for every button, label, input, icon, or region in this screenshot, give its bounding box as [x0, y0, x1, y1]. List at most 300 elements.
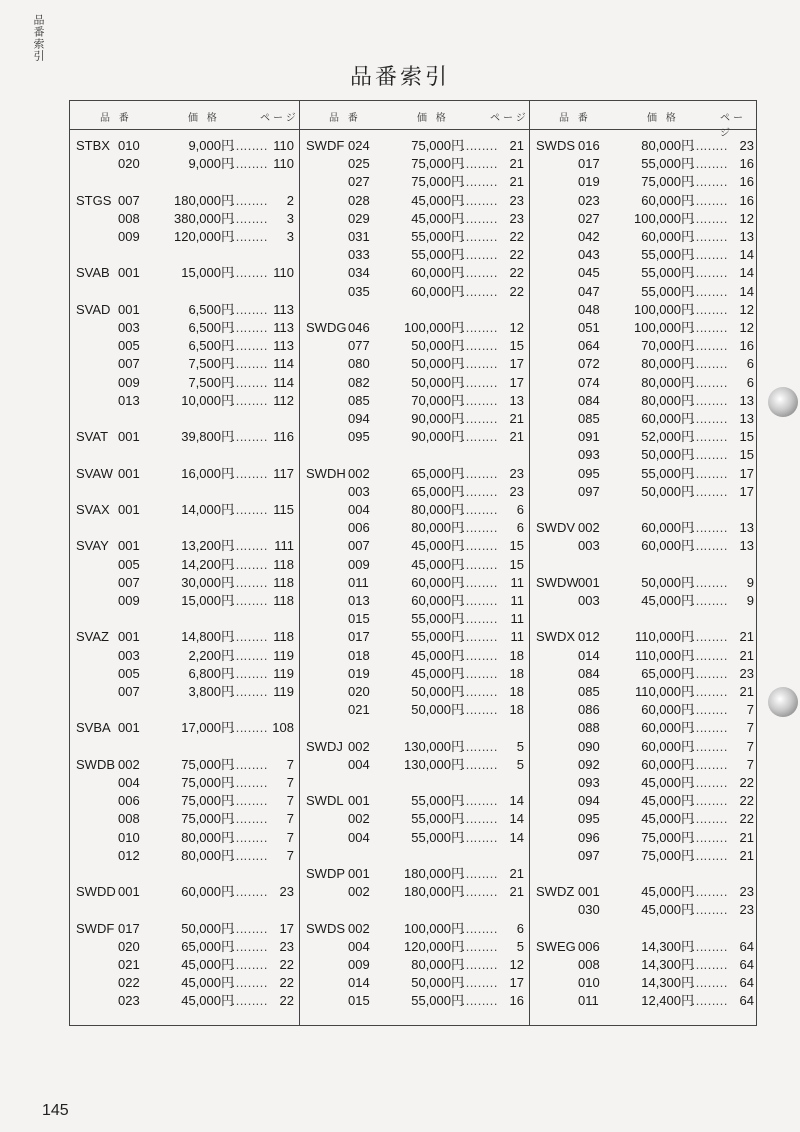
price: 50,000円 — [641, 447, 694, 463]
leader-dots: ……… — [691, 465, 727, 481]
page-ref: 16 — [739, 156, 754, 172]
price: 7,500円 — [188, 356, 234, 372]
price: 130,000円 — [404, 756, 464, 772]
page-ref: 17 — [739, 483, 754, 499]
price: 45,000円 — [411, 556, 464, 572]
index-entry — [70, 920, 296, 938]
price: 6,500円 — [188, 301, 234, 317]
page-ref: 118 — [273, 556, 294, 572]
item-code: 014 — [578, 647, 600, 663]
page-ref: 13 — [739, 229, 754, 244]
leader-dots: ……… — [231, 920, 267, 936]
price: 13,200円 — [181, 538, 234, 554]
item-code: 043 — [578, 247, 600, 263]
leader-dots: ……… — [691, 156, 727, 172]
page-ref: 21 — [509, 138, 524, 153]
index-entry — [530, 519, 756, 537]
item-code: 094 — [348, 411, 370, 426]
price: 75,000円 — [411, 156, 464, 172]
price: 60,000円 — [181, 884, 234, 900]
item-code: 095 — [578, 811, 600, 827]
index-entry — [300, 392, 526, 410]
page-ref: 6 — [746, 374, 754, 390]
index-entry — [70, 719, 296, 737]
item-code: 009 — [118, 374, 140, 390]
price: 60,000円 — [411, 265, 464, 281]
leader-dots: ……… — [691, 702, 727, 718]
item-code: 010 — [578, 975, 600, 991]
index-entry — [70, 574, 296, 592]
page-ref: 113 — [273, 320, 294, 335]
item-code: 023 — [118, 993, 140, 1009]
index-entry — [530, 592, 756, 610]
item-code: 001 — [348, 866, 370, 881]
leader-dots: ……… — [691, 811, 727, 827]
index-entry — [530, 883, 756, 901]
header-price: 価 格 — [188, 113, 220, 124]
index-entry — [530, 847, 756, 865]
price: 50,000円 — [411, 975, 464, 991]
price: 60,000円 — [641, 520, 694, 536]
index-entry — [70, 974, 296, 992]
index-entry — [300, 592, 526, 610]
item-code: 090 — [578, 738, 600, 754]
leader-dots: ……… — [231, 665, 267, 681]
item-code: 007 — [118, 192, 140, 208]
price: 50,000円 — [181, 920, 234, 936]
leader-dots: ……… — [691, 192, 727, 208]
page-ref: 21 — [739, 684, 754, 699]
index-entry — [300, 647, 526, 665]
leader-dots: ……… — [461, 647, 497, 663]
price: 50,000円 — [411, 356, 464, 372]
leader-dots: ……… — [691, 793, 727, 809]
price: 120,000円 — [404, 938, 464, 954]
page-ref: 7 — [746, 720, 754, 736]
item-code: 017 — [578, 156, 600, 172]
index-entry — [300, 283, 526, 301]
price: 6,500円 — [188, 338, 234, 354]
leader-dots: ……… — [231, 320, 267, 335]
item-code: 004 — [118, 775, 140, 790]
leader-dots: ……… — [461, 975, 497, 991]
leader-dots: ……… — [231, 884, 267, 900]
item-code: 074 — [578, 374, 600, 390]
price: 75,000円 — [181, 775, 234, 790]
leader-dots: ……… — [691, 756, 727, 772]
page-ref: 64 — [739, 938, 754, 954]
page-ref: 6 — [516, 920, 524, 936]
price: 70,000円 — [641, 338, 694, 354]
index-entry — [300, 665, 526, 683]
item-code: 025 — [348, 156, 370, 172]
item-code: 005 — [118, 665, 140, 681]
price: 2,200円 — [188, 647, 234, 663]
page-ref: 13 — [739, 538, 754, 554]
leader-dots: ……… — [231, 374, 267, 390]
item-code: 006 — [578, 938, 600, 954]
price: 50,000円 — [411, 702, 464, 718]
page-ref: 15 — [739, 447, 754, 463]
item-code: 002 — [578, 520, 600, 536]
leader-dots: ……… — [691, 629, 727, 645]
header-page: ページ — [490, 113, 529, 124]
price: 50,000円 — [411, 338, 464, 354]
item-code: 001 — [578, 884, 600, 900]
leader-dots: ……… — [461, 411, 497, 426]
index-entry — [70, 847, 296, 865]
header-item: 品 番 — [329, 113, 361, 124]
item-code: 010 — [118, 138, 140, 153]
leader-dots: ……… — [461, 283, 497, 299]
item-code: 013 — [118, 392, 140, 408]
page-ref: 119 — [273, 665, 294, 681]
page-ref: 17 — [509, 374, 524, 390]
leader-dots: ……… — [461, 702, 497, 718]
series-code: STGS — [76, 192, 112, 208]
page-ref: 9 — [746, 593, 754, 608]
page-ref: 23 — [739, 884, 754, 900]
price: 17,000円 — [181, 720, 234, 736]
leader-dots: ……… — [231, 647, 267, 663]
index-entry — [530, 428, 756, 446]
item-code: 008 — [578, 957, 600, 972]
item-code: 019 — [578, 174, 600, 190]
page-ref: 11 — [510, 593, 524, 608]
leader-dots: ……… — [231, 138, 267, 153]
price: 100,000円 — [634, 320, 694, 335]
index-entry — [300, 337, 526, 355]
index-entry — [300, 428, 526, 446]
page-ref: 7 — [746, 738, 754, 754]
item-code: 001 — [118, 629, 140, 645]
price: 45,000円 — [181, 993, 234, 1009]
item-code: 084 — [578, 665, 600, 681]
index-entry — [530, 701, 756, 719]
item-code: 084 — [578, 392, 600, 408]
leader-dots: ……… — [461, 538, 497, 554]
price: 14,200円 — [181, 556, 234, 572]
price: 7,500円 — [188, 374, 234, 390]
leader-dots: ……… — [691, 775, 727, 790]
price: 45,000円 — [181, 975, 234, 991]
index-entry — [530, 719, 756, 737]
index-entry — [300, 228, 526, 246]
page-ref: 23 — [739, 902, 754, 918]
price: 80,000円 — [411, 957, 464, 972]
item-code: 082 — [348, 374, 370, 390]
index-entry — [300, 920, 526, 938]
price: 110,000円 — [634, 647, 694, 663]
index-entry — [530, 810, 756, 828]
price: 45,000円 — [411, 192, 464, 208]
leader-dots: ……… — [691, 429, 727, 445]
page-ref: 111 — [274, 538, 294, 554]
leader-dots: ……… — [461, 320, 497, 335]
index-entry — [530, 283, 756, 301]
series-code: SWDF — [306, 138, 345, 153]
price: 100,000円 — [404, 920, 464, 936]
item-code: 001 — [578, 574, 600, 590]
leader-dots: ……… — [461, 611, 497, 627]
index-entry — [300, 938, 526, 956]
binder-hole — [768, 387, 798, 417]
price: 55,000円 — [641, 156, 694, 172]
index-entry — [530, 192, 756, 210]
page-ref: 18 — [509, 702, 524, 718]
index-entry — [300, 829, 526, 847]
index-entry — [300, 173, 526, 191]
item-code: 001 — [118, 502, 140, 517]
binder-hole — [768, 687, 798, 717]
item-code: 013 — [348, 593, 370, 608]
header-page: ページ — [260, 113, 299, 124]
series-code: SWDV — [536, 520, 575, 536]
price: 70,000円 — [411, 392, 464, 408]
leader-dots: ……… — [691, 301, 727, 317]
price: 55,000円 — [411, 993, 464, 1009]
index-entry — [70, 155, 296, 173]
item-code: 030 — [578, 902, 600, 918]
item-code: 003 — [118, 320, 140, 335]
index-entry — [300, 192, 526, 210]
leader-dots: ……… — [691, 374, 727, 390]
price: 380,000円 — [174, 210, 234, 226]
leader-dots: ……… — [691, 975, 727, 991]
page-ref: 11 — [510, 574, 524, 590]
price: 65,000円 — [641, 665, 694, 681]
item-code: 048 — [578, 301, 600, 317]
price: 45,000円 — [411, 647, 464, 663]
leader-dots: ……… — [691, 829, 727, 845]
price: 6,800円 — [188, 665, 234, 681]
price: 80,000円 — [641, 374, 694, 390]
index-entry — [70, 192, 296, 210]
item-code: 005 — [118, 338, 140, 354]
price: 75,000円 — [411, 138, 464, 153]
index-entry — [530, 628, 756, 646]
index-entry — [530, 483, 756, 501]
index-entry — [530, 337, 756, 355]
price: 55,000円 — [641, 283, 694, 299]
item-code: 001 — [118, 429, 140, 445]
leader-dots: ……… — [691, 738, 727, 754]
leader-dots: ……… — [231, 502, 267, 517]
page-ref: 21 — [509, 866, 524, 881]
index-entry — [530, 792, 756, 810]
leader-dots: ……… — [231, 775, 267, 790]
price: 180,000円 — [404, 866, 464, 881]
price: 60,000円 — [641, 229, 694, 244]
leader-dots: ……… — [461, 429, 497, 445]
series-code: SWDW — [536, 574, 579, 590]
page-ref: 3 — [286, 229, 294, 244]
item-code: 001 — [118, 538, 140, 554]
page-ref: 7 — [746, 756, 754, 772]
item-code: 004 — [348, 829, 370, 845]
index-entry — [300, 501, 526, 519]
item-code: 095 — [348, 429, 370, 445]
index-entry — [70, 810, 296, 828]
leader-dots: ……… — [461, 556, 497, 572]
leader-dots: ……… — [231, 538, 267, 554]
price: 75,000円 — [641, 174, 694, 190]
price: 75,000円 — [181, 793, 234, 809]
item-code: 080 — [348, 356, 370, 372]
page-ref: 23 — [509, 465, 524, 481]
page-ref: 9 — [746, 574, 754, 590]
item-code: 085 — [578, 684, 600, 699]
price: 80,000円 — [181, 829, 234, 845]
index-entry — [530, 992, 756, 1010]
leader-dots: ……… — [231, 957, 267, 972]
item-code: 003 — [578, 538, 600, 554]
index-entry — [70, 465, 296, 483]
page-ref: 23 — [279, 938, 294, 954]
price: 75,000円 — [641, 847, 694, 863]
index-entry — [530, 974, 756, 992]
page-ref: 64 — [739, 957, 754, 972]
item-code: 085 — [578, 411, 600, 426]
item-code: 008 — [118, 811, 140, 827]
item-code: 015 — [348, 611, 370, 627]
item-code: 011 — [348, 574, 369, 590]
index-entry — [70, 301, 296, 319]
price: 60,000円 — [641, 192, 694, 208]
price: 75,000円 — [181, 811, 234, 827]
leader-dots: ……… — [461, 392, 497, 408]
item-code: 033 — [348, 247, 370, 263]
page-ref: 64 — [739, 993, 754, 1009]
page-ref: 14 — [739, 265, 754, 281]
item-code: 014 — [348, 975, 370, 991]
leader-dots: ……… — [691, 210, 727, 226]
index-entry — [300, 756, 526, 774]
index-entry — [300, 483, 526, 501]
leader-dots: ……… — [691, 884, 727, 900]
price: 180,000円 — [404, 884, 464, 900]
page-ref: 22 — [509, 247, 524, 263]
price: 55,000円 — [411, 229, 464, 244]
index-entry — [70, 210, 296, 228]
price: 9,000円 — [188, 156, 234, 172]
series-code: SWDJ — [306, 738, 343, 754]
page-ref: 12 — [509, 320, 524, 335]
item-code: 001 — [118, 265, 140, 281]
page-ref: 119 — [273, 647, 294, 663]
index-entry — [530, 137, 756, 155]
item-code: 006 — [118, 793, 140, 809]
item-code: 028 — [348, 192, 370, 208]
leader-dots: ……… — [231, 301, 267, 317]
leader-dots: ……… — [691, 483, 727, 499]
price: 10,000円 — [181, 392, 234, 408]
leader-dots: ……… — [231, 720, 267, 736]
index-entry — [530, 446, 756, 464]
leader-dots: ……… — [231, 392, 267, 408]
index-entry — [70, 883, 296, 901]
price: 110,000円 — [634, 684, 694, 699]
index-entry — [530, 956, 756, 974]
leader-dots: ……… — [691, 283, 727, 299]
page-ref: 23 — [739, 138, 754, 153]
leader-dots: ……… — [691, 593, 727, 608]
index-entry — [70, 264, 296, 282]
leader-dots: ……… — [691, 356, 727, 372]
page-ref: 22 — [739, 775, 754, 790]
index-entry — [70, 792, 296, 810]
leader-dots: ……… — [691, 247, 727, 263]
leader-dots: ……… — [461, 520, 497, 536]
leader-dots: ……… — [231, 210, 267, 226]
page-ref: 15 — [509, 338, 524, 354]
leader-dots: ……… — [461, 593, 497, 608]
index-entry — [300, 264, 526, 282]
page-ref: 21 — [739, 847, 754, 863]
page-ref: 15 — [739, 429, 754, 445]
price: 16,000円 — [181, 465, 234, 481]
page-ref: 3 — [286, 210, 294, 226]
price: 120,000円 — [174, 229, 234, 244]
page-ref: 13 — [739, 411, 754, 426]
page-ref: 5 — [516, 756, 524, 772]
page-ref: 14 — [509, 793, 524, 809]
item-code: 007 — [118, 574, 140, 590]
leader-dots: ……… — [691, 174, 727, 190]
page-ref: 118 — [273, 574, 294, 590]
index-entry — [70, 647, 296, 665]
price: 52,000円 — [641, 429, 694, 445]
page-ref: 14 — [739, 247, 754, 263]
page-ref: 112 — [273, 392, 294, 408]
index-entry — [530, 574, 756, 592]
leader-dots: ……… — [231, 793, 267, 809]
leader-dots: ……… — [691, 902, 727, 918]
item-code: 003 — [348, 483, 370, 499]
price: 3,800円 — [188, 684, 234, 699]
leader-dots: ……… — [231, 338, 267, 354]
page-ref: 22 — [279, 993, 294, 1009]
price: 65,000円 — [411, 483, 464, 499]
leader-dots: ……… — [231, 684, 267, 699]
index-entry — [70, 537, 296, 555]
price: 60,000円 — [641, 538, 694, 554]
price: 60,000円 — [641, 756, 694, 772]
header-item: 品 番 — [100, 113, 132, 124]
page-ref: 115 — [273, 502, 294, 517]
leader-dots: ……… — [461, 138, 497, 153]
series-code: SWDS — [536, 138, 575, 153]
leader-dots: ……… — [461, 793, 497, 809]
index-entry — [70, 392, 296, 410]
leader-dots: ……… — [461, 811, 497, 827]
item-code: 027 — [578, 210, 600, 226]
price: 45,000円 — [641, 884, 694, 900]
item-code: 007 — [118, 356, 140, 372]
price: 180,000円 — [174, 192, 234, 208]
price: 45,000円 — [641, 593, 694, 608]
item-code: 064 — [578, 338, 600, 354]
page-ref: 22 — [739, 811, 754, 827]
item-code: 097 — [578, 847, 600, 863]
series-code: SVAX — [76, 502, 110, 517]
page-ref: 6 — [746, 356, 754, 372]
series-code: SWDP — [306, 866, 345, 881]
series-code: SWEG — [536, 938, 576, 954]
index-entry — [530, 537, 756, 555]
item-code: 003 — [118, 647, 140, 663]
item-code: 094 — [578, 793, 600, 809]
